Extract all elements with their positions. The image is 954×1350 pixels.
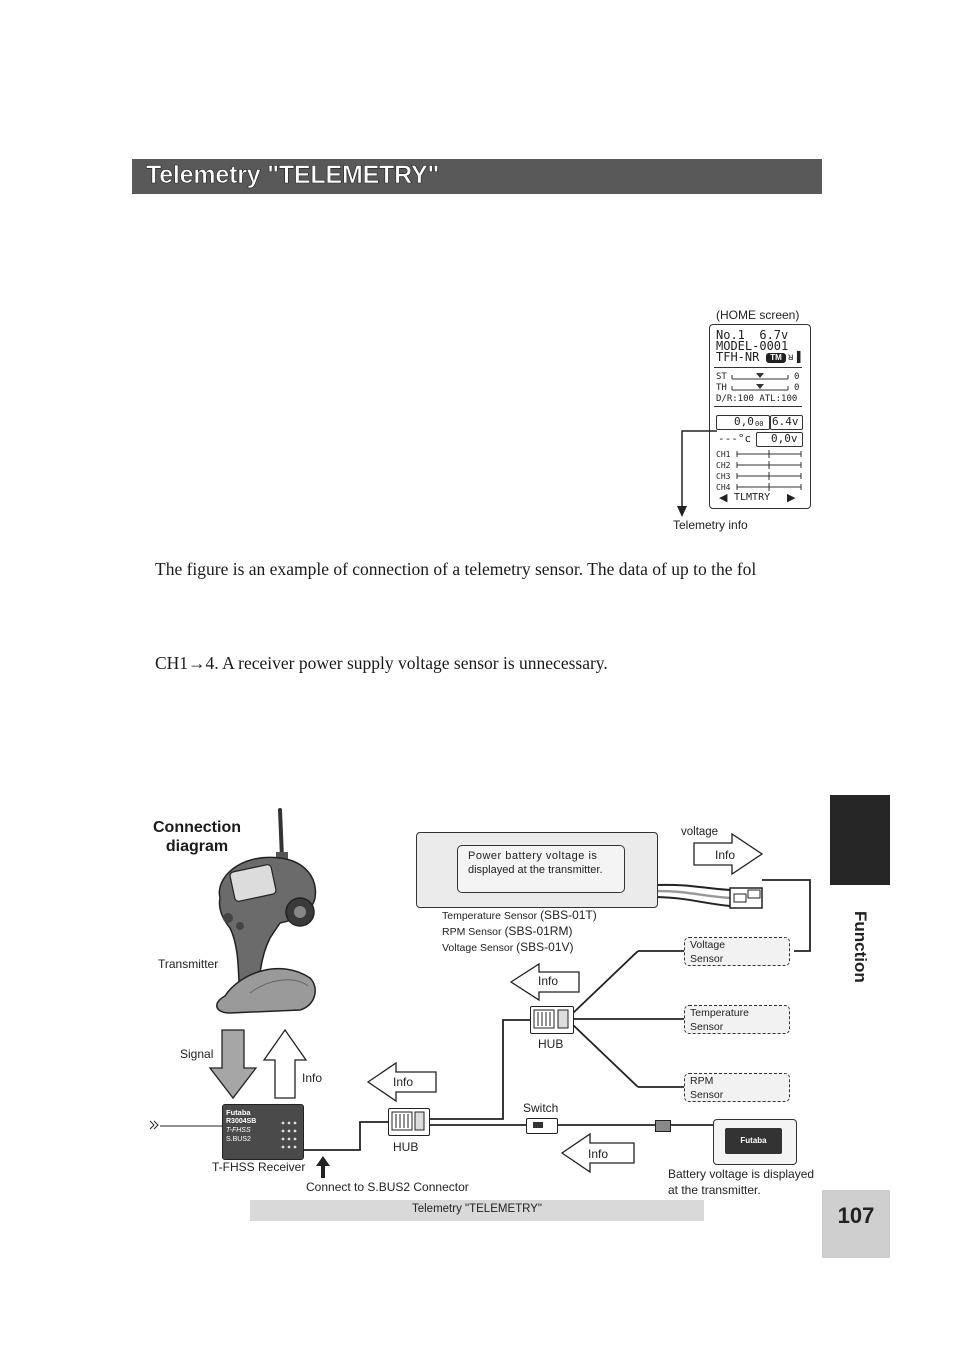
voltage-label: voltage — [681, 826, 719, 838]
transmitter-icon — [200, 808, 330, 1028]
lcd-line3: TFH-NR — [716, 350, 760, 364]
function-tab-label: Function — [851, 911, 870, 983]
home-screen-caption: (HOME screen) — [716, 308, 800, 322]
voltage-sensor: Voltage Sensor — [684, 937, 790, 966]
receiver-markings: Futaba R3004SB T-FHSS S.BUS2 — [226, 1108, 257, 1143]
lcd-th-label: TH — [716, 383, 727, 393]
tlmtry-right-arrow-icon: ▶ — [787, 492, 796, 504]
rpm-sensor: RPM Sensor — [684, 1073, 790, 1102]
info-label-sensors: Info — [538, 974, 559, 988]
lcd-line2: MODEL-0001 — [716, 339, 789, 353]
receiver-battery-logo: Futaba — [725, 1128, 782, 1154]
lcd-line1: No.1 6.7v — [716, 328, 789, 342]
hub-lower-label: HUB — [393, 1140, 419, 1154]
tm-badge: TM — [766, 353, 786, 363]
lcd-tlmtry: TLMTRY — [734, 492, 771, 503]
hub-upper-ports-icon — [533, 1009, 569, 1029]
body-paragraph-1: The figure is an example of connection of a telemetry sensor. The data of up to the fol — [155, 559, 757, 579]
telemetry-info-label: Telemetry info — [673, 518, 748, 532]
tlmtry-left-arrow-icon: ◀ — [719, 492, 728, 504]
battery-note: Power battery voltage is displayed at the transmitter. — [457, 845, 625, 893]
connection-diagram-title: Connection diagram — [153, 819, 241, 855]
connect-sbus2-label: Connect to S.BUS2 Connector — [306, 1180, 469, 1194]
footer-section: Telemetry "TELEMETRY" — [411, 1203, 542, 1215]
body-paragraph-2: CH1→4. A receiver power supply voltage sensor is unnecessary. — [155, 653, 608, 673]
lcd-ch3: CH3 — [716, 472, 731, 481]
battery-connector — [655, 1120, 671, 1132]
switch-label: Switch — [523, 1101, 559, 1115]
hub-upper-label: HUB — [538, 1037, 564, 1051]
lcd-ch2: CH2 — [716, 461, 731, 470]
sensor-line-temp: Temperature Sensor (SBS-01T) — [442, 908, 597, 922]
lcd-st-label: ST — [716, 372, 727, 382]
sensor-line-rpm: RPM Sensor (SBS-01RM) — [442, 924, 573, 938]
battery-display-l1: Battery voltage is displayed — [668, 1167, 815, 1181]
sensor-line-voltage: Voltage Sensor (SBS-01V) — [442, 940, 574, 954]
lcd-ch1: CH1 — [716, 450, 731, 459]
info-label-receiver: Info — [302, 1071, 323, 1085]
hub-lower-ports-icon — [391, 1111, 425, 1131]
info-label-voltage: Info — [715, 848, 736, 862]
sbus2-pointer-arrow — [314, 1155, 332, 1179]
page-title: Telemetry "TELEMETRY" — [146, 161, 440, 189]
page-number: 107 — [837, 1203, 875, 1228]
signal-label: Signal — [180, 1047, 214, 1061]
signal-down-arrow-icon — [208, 1028, 258, 1100]
battery-display-l2: at the transmitter. — [668, 1183, 761, 1197]
tele-val2: 6.4v — [772, 415, 799, 428]
tele-val1-unit: 00 — [755, 420, 764, 428]
info-label-hub: Info — [393, 1075, 414, 1089]
lcd-dr-line: D/R:100 ATL:100 — [716, 394, 798, 404]
lcd-st-value: 0 — [794, 372, 800, 382]
temperature-sensor: Temperature Sensor — [684, 1005, 790, 1034]
receiver-pins-icon — [278, 1118, 300, 1154]
tele-val4: 0,0v — [771, 432, 798, 445]
tele-val3: ---°c — [718, 432, 752, 445]
lcd-ch4: CH4 — [716, 483, 731, 492]
info-up-arrow-icon — [262, 1028, 308, 1100]
receiver-label: T-FHSS Receiver — [212, 1160, 306, 1174]
antenna-signal-icon: ᴚ▐ — [788, 352, 801, 363]
lcd-th-value: 0 — [794, 383, 800, 393]
info-label-battery: Info — [588, 1147, 609, 1161]
switch-knob — [533, 1122, 543, 1128]
tele-val1: 0,0 — [734, 415, 754, 428]
transmitter-label: Transmitter — [158, 957, 219, 971]
